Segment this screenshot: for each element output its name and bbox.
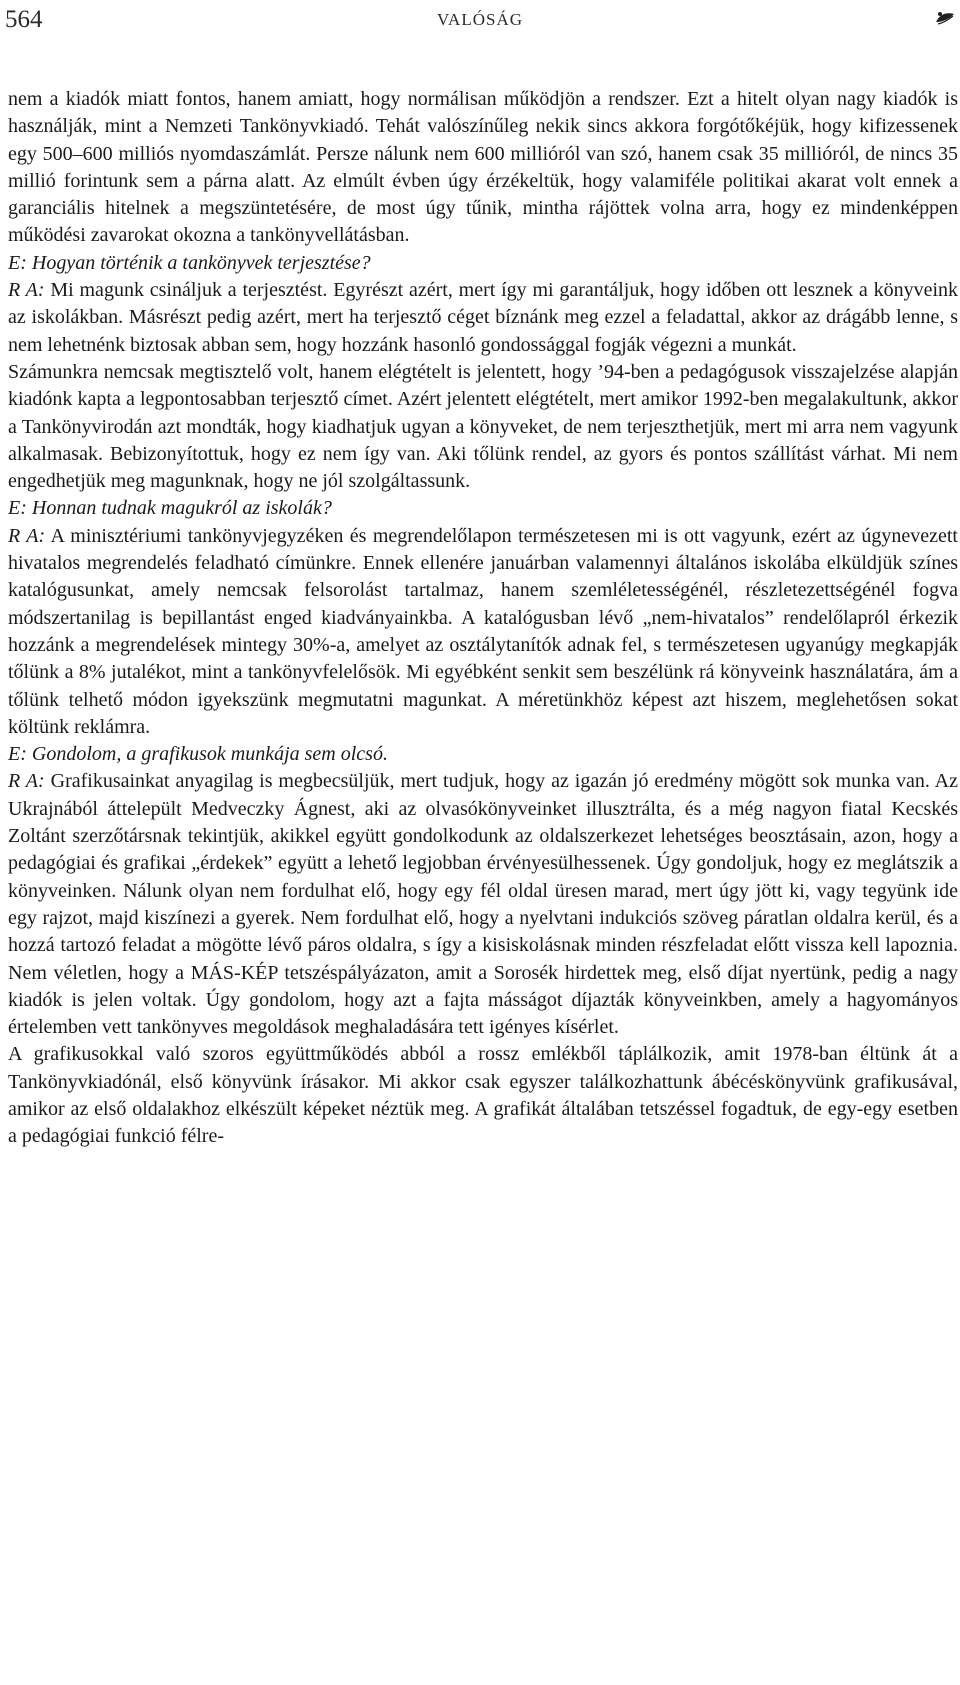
question-text: Honnan tudnak magukról az iskolák? xyxy=(31,497,332,520)
respondent-answer xyxy=(8,277,958,359)
paragraph-text: nem a kiadók miatt fontos, hanem amiatt, hogy normálisan működjön a rendszer. Ezt a hitelt olyan nagy kiadók is használják, mint a Nemzeti Tankönyvkiadó. Tehát valószínűleg nekik sincs akkora forgótőkéjük, hogy kifizessenek egy 500–600 milliós nyomdaszámlát. Persze nálunk nem 600 millióról van szó, hanem csak 35 millióról, de nincs 35 millió forintunk sem a párna alatt. Az elmúlt évben úgy érzékeltük, hogy valamiféle politikai akarat volt ennek a garanciális hitelnek a megszüntetésére, de most úgy tűnik, mintha rájöttek volna arra, hogy ez mindenképpen működési zavarokat okozna a tankönyvellátásban. xyxy=(8,88,958,247)
interviewer-question xyxy=(8,495,958,522)
speaker-label: E: xyxy=(8,497,27,520)
paragraph xyxy=(8,1041,958,1150)
speaker-label: R A: xyxy=(8,279,45,302)
paragraph-text: A grafikusokkal való szoros együttműködés abból a rossz emlékből táplálkozik, amit 1978-ban éltünk át a Tankönyvkiadónál, első könyvünk írásakor. Mi akkor csak egyszer találkozhattunk ábécéskönyvünk grafikusával, amikor az első oldalakhoz elkészült képeket néztük meg. A grafikát általában tetszéssel fogadtuk, de egy-egy esetben a pedagógiai funkció félre- xyxy=(8,1043,958,1148)
respondent-answer xyxy=(8,523,958,741)
speaker-label: E: xyxy=(8,251,27,274)
paragraph xyxy=(8,86,958,250)
question-text: Hogyan történik a tankönyvek terjesztése? xyxy=(31,251,371,274)
answer-text: Grafikusainkat anyagilag is megbecsüljük, mert tudjuk, hogy az igazán jó eredmény mögött sok munka van. Az Ukrajnából áttelepült Medveczky Ágnest, aki az olvasókönyveinket illusztrálta, és a még nagyon fiatal Kecskés Zoltánt szerzőtársnak tekintjük, akikkel együtt gondolkodunk az oldalszerkezet lehetséges beosztásain, azon, hogy a pedagógiai és grafikai „érdekek” együtt a lehető legjobban érvényesülhessenek. Úgy gondoljuk, hogy ez meglátszik a könyveinken. Nálunk olyan nem fordulhat elő, hogy egy fél oldal üresen marad, mert úgy jött ki, vagy tegyünk ide egy rajzot, majd kiszínezi a gyerek. Nem fordulhat elő, hogy a nyelvtani indukciós szöveg páratlan oldalra kerül, és a hozzá tartozó feladat a mögötte lévő páros oldalra, s így a kisiskolásnak minden részfeladat előtt vissza kell lapoznia. Nem véletlen, hogy a MÁS-KÉP tetszéspályázaton, amit a Sorosék hirdettek meg, első díjat nyertünk, pedig a nagy kiadók is jelen voltak. Úgy gondolom, hogy azt a fajta másságot díjazták könyveinkben, amely a hagyományos értelemben vett tankönyves megoldások meghaladására tett igényes kísérlet. xyxy=(8,770,959,1039)
leaf-ornament-icon xyxy=(934,8,956,28)
question-text: Gondolom, a grafikusok munkája sem olcsó. xyxy=(31,743,388,766)
paragraph xyxy=(8,359,958,495)
paragraph-text: Számunkra nemcsak megtisztelő volt, hanem elégtételt is jelentett, hogy ’94-ben a pedagógusok visszajelzése alapján kiadónk kapta a legpontosabban terjesztő címet. Azért jelentett elégtételt, mert amikor 1992-ben megalakultunk, akkor a Tankönyvirodán azt mondták, hogy kiadhatjuk ugyan a könyveket, de nem terjeszthetjük, mert mi arra nem vagyunk alkalmasak. Bebizonyítottuk, hogy ez nem így van. Aki tőlünk rendel, az gyors és pontos szállítást várhat. Mi nem engedhetjük meg magunknak, hogy ne jól szolgáltassunk. xyxy=(8,360,958,493)
speaker-label: R A: xyxy=(8,524,46,547)
speaker-label: E: xyxy=(8,743,27,766)
page-number: 564 xyxy=(5,6,43,33)
answer-text: Mi magunk csináljuk a terjesztést. Egyrészt azért, mert így mi garantáljuk, hogy időben ott lesznek a könyveink az iskolákban. Másrészt pedig azért, mert ha terjesztő céget bíznánk meg ezzel a feladattal, akkor az drágább lenne, s nem lehetnénk biztosak abban sem, hogy hozzánk hasonló gondossággal fogják végezni a munkát. xyxy=(8,279,959,356)
answer-text: A minisztériumi tankönyvjegyzéken és megrendelőlapon természetesen mi is ott vagyunk, ezért az úgynevezett hivatalos megrendelés feladható címünkre. Ennek ellenére januárban valamennyi általános iskolába elküldjük színes katalógusunkat, amely nemcsak felsorolást tartalmaz, hanem szemléletességénél, részletezettségénél fogva módszertanilag is bepillantást enged kiadványainkba. A katalógusban lévő „nem-hivatalos” rendelőlapról érkezik hozzánk a megrendelések mintegy 30%-a, amelyet az osztálytanítók adnak fel, s természetesen ugyanúgy megkapják tőlünk a 8% jutalékot, mint a tankönyvfelelősök. Mi egyébként senkit sem beszélünk rá könyveink használatára, ám a tőlünk telhető módon igyekszünk megmutatni magunkat. A méretünkhöz képest azt hiszem, meglehetősen sokat költünk reklámra. xyxy=(8,524,958,738)
respondent-answer xyxy=(8,768,958,1041)
page-header xyxy=(0,6,960,42)
interviewer-question xyxy=(8,741,958,768)
interviewer-question xyxy=(8,250,958,277)
article-body xyxy=(8,86,958,1151)
speaker-label: R A: xyxy=(8,770,45,793)
running-title: VALÓSÁG xyxy=(436,10,524,29)
